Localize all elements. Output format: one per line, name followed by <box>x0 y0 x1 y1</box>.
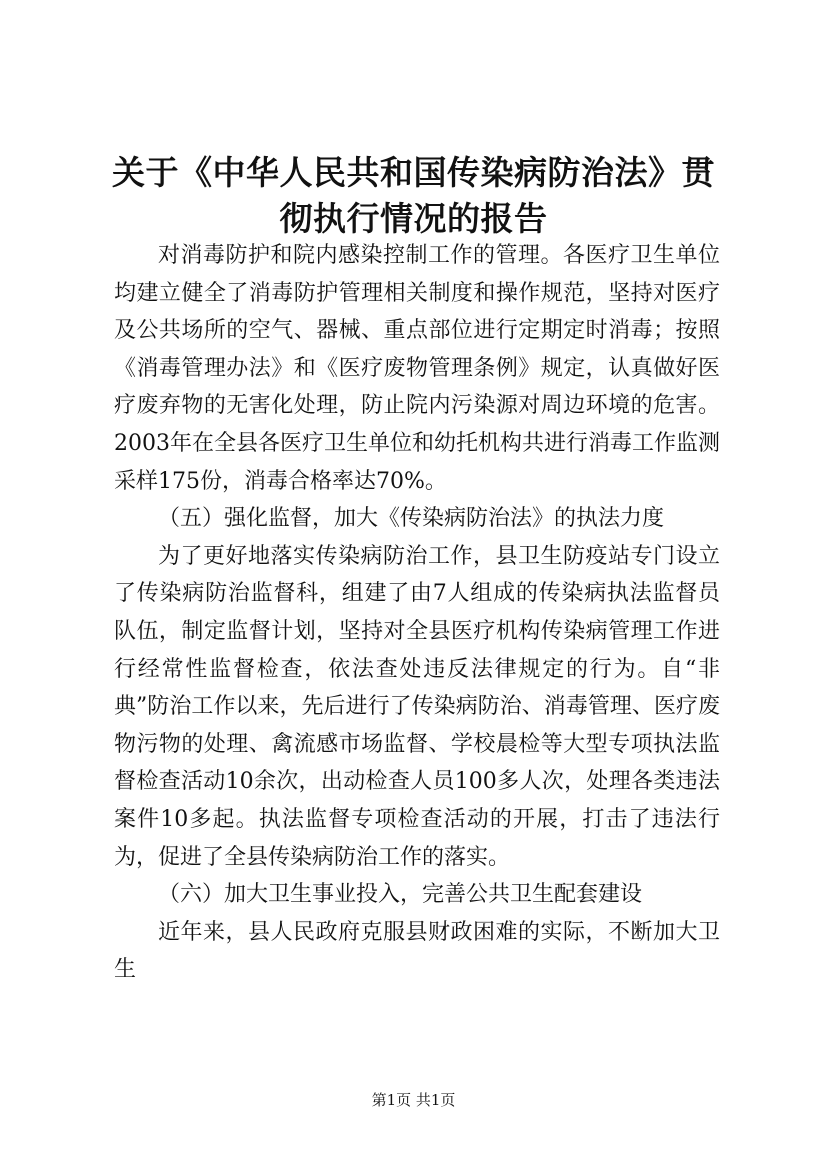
section-heading: （五）强化监督，加大《传染病防治法》的执法力度 <box>158 506 665 532</box>
document-body <box>114 237 720 989</box>
paragraph: 近年来，县人民政府克服县财政困难的实际，不断加大卫生 <box>114 919 720 983</box>
document-title: 关于《中华人民共和国传染病防治法》贯彻执行情况的报告 <box>112 153 715 238</box>
paragraph: 对消毒防护和院内感染控制工作的管理。各医疗卫生单位均建立健全了消毒防护管理相关制度和操作规范，坚持对医疗及公共场所的空气、器械、重点部位进行定期定时消毒；按照《消毒管理办法》和《医疗废物管理条例》规定，认真做好医疗废弃物的无害化处理，防止院内污染源对周边环境的危害。2003年在全县各医疗卫生单位和幼托机构共进行消毒工作监测采样175份，消毒合格率达70%。 <box>114 243 720 494</box>
paragraph: 为了更好地落实传染病防治工作，县卫生防疫站专门设立了传染病防治监督科，组建了由7人组成的传染病执法监督员队伍，制定监督计划，坚持对全县医疗机构传染病管理工作进行经常性监督检查，依法查处违反法律规定的行为。自“非典”防治工作以来，先后进行了传染病防治、消毒管理、医疗废物污物的处理、禽流感市场监督、学校晨检等大型专项执法监督检查活动10余次，出动检查人员100多人次，处理各类违法案件10多起。执法监督专项检查活动的开展，打击了违法行为，促进了全县传染病防治工作的落实。 <box>114 543 720 870</box>
page-footer: 第1页 共1页 <box>371 1091 456 1109</box>
section-heading: （六）加大卫生事业投入，完善公共卫生配套建设 <box>158 882 643 908</box>
